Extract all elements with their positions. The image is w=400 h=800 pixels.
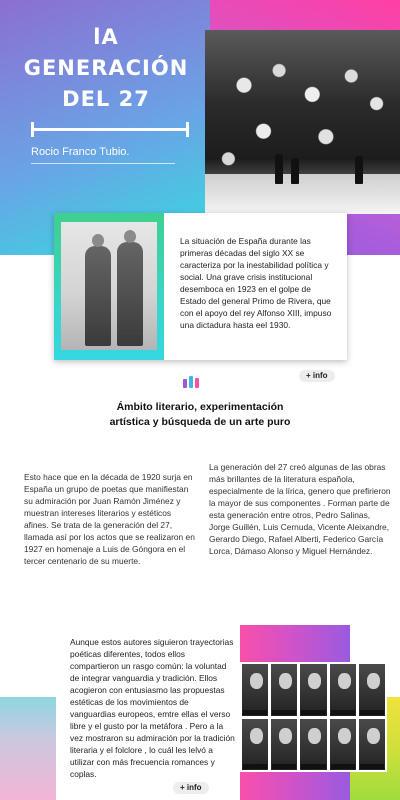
officers-photo <box>61 222 157 350</box>
author-name: Rocio Franco Tubio. <box>31 146 175 164</box>
photo-frame <box>54 213 164 360</box>
group-photo <box>205 30 400 214</box>
poet-portrait <box>271 719 297 771</box>
photo-bottle <box>355 156 363 184</box>
decor-band-left <box>0 697 60 800</box>
page-title <box>20 22 192 115</box>
title-line-2: GENERACIÓN <box>23 56 189 80</box>
bars-icon <box>183 376 199 388</box>
poet-portrait <box>300 719 326 771</box>
photo-figure <box>117 242 143 346</box>
poet-portrait <box>359 664 385 716</box>
right-column-text: La generación del 27 creó algunas de las obras más brillantes de la literatura española, especialmente de la lírica, genero que prefirieron la mayor de sus componentes . Forman parte de esta generación entre otros, Pedro Salinas, Jorge Guillén, Luis Cernuda, Vicente Aleixandre, Gerardo Diego, Rafael Alberti, Federico García Lorca, Dámaso Alonso y Miguel Hernández. <box>209 462 391 556</box>
left-column-text: Esto hace que en la década de 1920 surja en España un grupo de poetas que manifiestan su admiración por Juan Ramón Jiménez y muestran intereses literarios y estéticos afines. Se trata de la generación del 27, llamada así por los actos que se realizaron en 1927 en homenaje a Luis de Góngora en el tercer centenario de su muerte. <box>24 472 195 566</box>
title-line-1: lA <box>93 25 119 49</box>
title-divider <box>31 128 189 131</box>
photo-figure <box>85 246 111 346</box>
poet-portrait <box>242 664 268 716</box>
poet-portrait <box>242 719 268 771</box>
history-card <box>54 213 347 360</box>
tradition-text: Aunque estos autores siguieron trayectorias poéticas diferentes, todos ellos compartieron un rasgo común: la voluntad de integrar vanguardia y tradición. Ellos acogieron con entusiasmo las propuestas estéticas de los movimientos de vanguardias europeos, emtre ellas el verso libre y el gusto por la metáfora . Pero a la vez mostraron su admiración por la tradición literaria y el folclore , lo cuál les lelvó a utilizar con más frecuencia romances y coplas. <box>70 637 235 779</box>
poet-portrait <box>359 719 385 771</box>
photo-bottle <box>275 154 283 184</box>
more-info-button-2[interactable]: + info <box>173 782 209 794</box>
photo-bottle <box>291 158 299 184</box>
poet-portrait <box>330 664 356 716</box>
poets-portrait-grid <box>240 662 387 772</box>
poet-portrait <box>300 664 326 716</box>
poet-portrait <box>271 664 297 716</box>
title-line-3: DEL 27 <box>62 87 150 111</box>
more-info-button[interactable]: + info <box>299 370 335 382</box>
photo-table <box>205 174 400 214</box>
section-heading: Ámbito literario, experimentación artística y búsqueda de un arte puro <box>109 401 291 428</box>
history-text: La situación de España durante las primeras décadas del siglo XX se caracteriza por la inestabilidad política y social. Una grave crisis institucional desemboca en 1923 en el golpe de Estado del general Primo de Rivera, que con el apoyo del rey Alfonso XIII, impuso una dictadura hasta eel 1930. <box>180 236 332 330</box>
poet-portrait <box>330 719 356 771</box>
